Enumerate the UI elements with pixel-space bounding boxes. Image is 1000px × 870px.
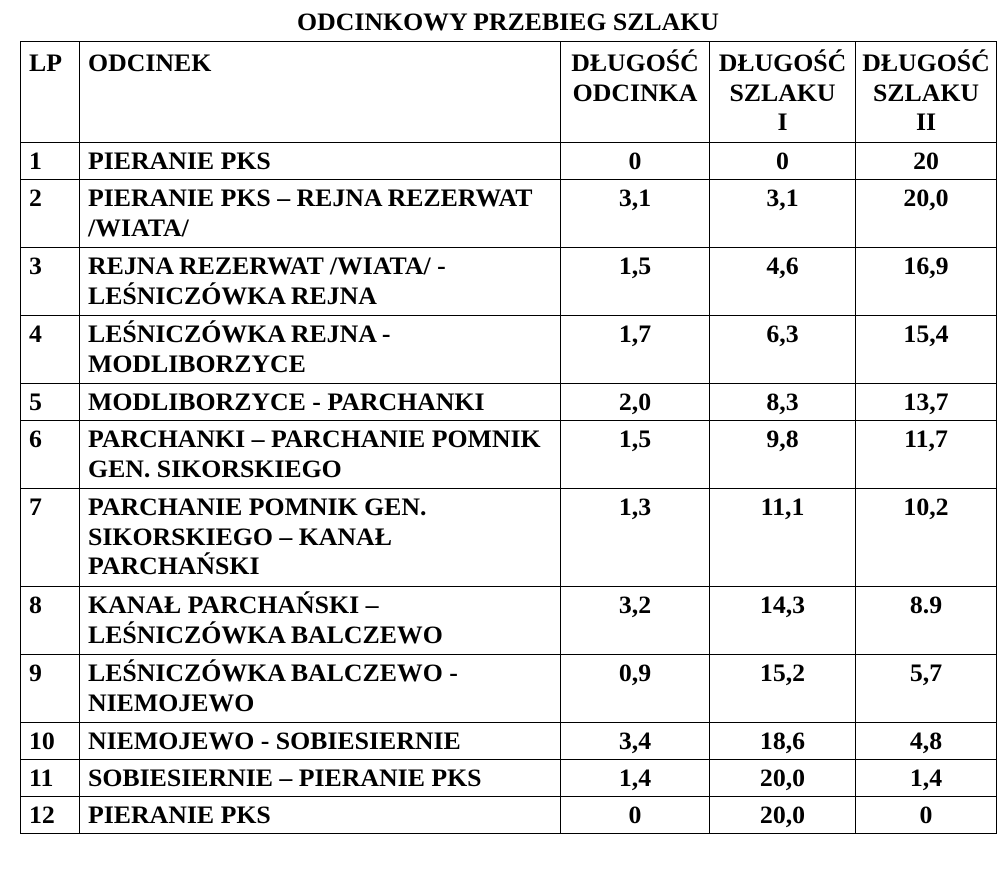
cell-odcinek-line: KANAŁ PARCHAŃSKI – — [88, 590, 379, 619]
header-dlugosc-szlaku-1 — [710, 42, 856, 143]
table-row — [21, 587, 997, 655]
cell-odcinek — [80, 143, 561, 180]
cell-lp: 6 — [21, 421, 80, 489]
cell-dlugosc-szlaku-2: 1,4 — [856, 760, 997, 797]
table-row — [21, 384, 997, 421]
document-title: ODCINKOWY PRZEBIEG SZLAKU — [297, 7, 719, 36]
cell-dlugosc-odcinka: 2,0 — [561, 384, 710, 421]
cell-lp: 7 — [21, 489, 80, 587]
cell-odcinek-line: PARCHANKI – PARCHANIE POMNIK — [88, 424, 541, 453]
header-line: ODCINKA — [572, 77, 698, 107]
cell-dlugosc-szlaku-2: 11,7 — [856, 421, 997, 489]
cell-dlugosc-szlaku-1: 3,1 — [710, 180, 856, 248]
cell-odcinek-line: MODLIBORZYCE — [88, 348, 306, 378]
cell-odcinek-line: NIEMOJEWO - SOBIESIERNIE — [88, 726, 461, 755]
cell-odcinek-line: REJNA REZERWAT /WIATA/ - — [88, 251, 446, 280]
cell-odcinek-line: LEŚNICZÓWKA REJNA — [88, 280, 377, 310]
cell-dlugosc-szlaku-2: 20 — [856, 143, 997, 180]
cell-lp: 9 — [21, 655, 80, 723]
header-line: DŁUGOŚĆ — [862, 48, 990, 77]
cell-dlugosc-odcinka: 1,7 — [561, 316, 710, 384]
cell-dlugosc-szlaku-1: 18,6 — [710, 723, 856, 760]
cell-lp: 5 — [21, 384, 80, 421]
header-line: SZLAKU — [729, 77, 836, 107]
cell-dlugosc-szlaku-2: 16,9 — [856, 248, 997, 316]
cell-dlugosc-szlaku-2: 8.9 — [856, 587, 997, 655]
document-page — [20, 7, 996, 834]
cell-lp: 11 — [21, 760, 80, 797]
cell-dlugosc-odcinka: 1,3 — [561, 489, 710, 587]
cell-odcinek — [80, 421, 561, 489]
cell-odcinek — [80, 248, 561, 316]
cell-dlugosc-szlaku-2: 0 — [856, 797, 997, 834]
cell-lp: 3 — [21, 248, 80, 316]
header-line: I — [777, 107, 788, 136]
cell-odcinek-line: PIERANIE PKS — [88, 800, 271, 829]
cell-dlugosc-odcinka: 3,4 — [561, 723, 710, 760]
header-line: DŁUGOŚĆ — [718, 48, 847, 77]
cell-lp: 1 — [21, 143, 80, 180]
header-dlugosc-odcinka — [561, 42, 710, 143]
cell-dlugosc-odcinka: 1,5 — [561, 248, 710, 316]
cell-odcinek-line: SIKORSKIEGO – KANAŁ — [88, 521, 392, 551]
table-row — [21, 316, 997, 384]
cell-odcinek — [80, 723, 561, 760]
header-dlugosc-szlaku-2 — [856, 42, 997, 143]
cell-odcinek-line: MODLIBORZYCE - PARCHANKI — [88, 387, 485, 416]
cell-odcinek — [80, 489, 561, 587]
header-odcinek: ODCINEK — [80, 42, 561, 143]
cell-dlugosc-odcinka: 0,9 — [561, 655, 710, 723]
table-row — [21, 180, 997, 248]
cell-odcinek-line: PARCHANIE POMNIK GEN. — [88, 492, 427, 521]
cell-dlugosc-szlaku-1: 20,0 — [710, 760, 856, 797]
cell-dlugosc-szlaku-1: 14,3 — [710, 587, 856, 655]
cell-dlugosc-szlaku-1: 20,0 — [710, 797, 856, 834]
cell-odcinek-line: LEŚNICZÓWKA BALCZEWO - — [88, 658, 458, 687]
header-lp: LP — [21, 42, 80, 143]
cell-odcinek-line: PARCHAŃSKI — [88, 551, 260, 580]
cell-odcinek — [80, 797, 561, 834]
cell-odcinek-line: SOBIESIERNIE – PIERANIE PKS — [88, 763, 482, 792]
table-row — [21, 248, 997, 316]
table-header-row — [21, 42, 997, 143]
cell-dlugosc-szlaku-2: 4,8 — [856, 723, 997, 760]
cell-dlugosc-szlaku-1: 9,8 — [710, 421, 856, 489]
cell-odcinek-line: /WIATA/ — [88, 212, 189, 242]
cell-odcinek-line: PIERANIE PKS — [88, 146, 271, 175]
cell-dlugosc-odcinka: 0 — [561, 797, 710, 834]
cell-dlugosc-szlaku-1: 11,1 — [710, 489, 856, 587]
cell-dlugosc-odcinka: 1,5 — [561, 421, 710, 489]
cell-dlugosc-szlaku-2: 5,7 — [856, 655, 997, 723]
cell-dlugosc-szlaku-1: 6,3 — [710, 316, 856, 384]
cell-odcinek-line: PIERANIE PKS – REJNA REZERWAT — [88, 183, 533, 212]
table-row — [21, 723, 997, 760]
header-line: SZLAKU — [872, 77, 980, 107]
trail-sections-table — [20, 41, 997, 834]
cell-lp: 4 — [21, 316, 80, 384]
table-row — [21, 760, 997, 797]
cell-odcinek — [80, 655, 561, 723]
cell-dlugosc-szlaku-1: 15,2 — [710, 655, 856, 723]
cell-odcinek — [80, 587, 561, 655]
cell-dlugosc-odcinka: 3,1 — [561, 180, 710, 248]
cell-odcinek — [80, 384, 561, 421]
cell-odcinek-line: GEN. SIKORSKIEGO — [88, 453, 342, 483]
cell-dlugosc-odcinka: 3,2 — [561, 587, 710, 655]
table-row — [21, 489, 997, 587]
header-line: II — [915, 107, 937, 136]
cell-lp: 10 — [21, 723, 80, 760]
cell-dlugosc-szlaku-1: 8,3 — [710, 384, 856, 421]
table-row — [21, 797, 997, 834]
table-row — [21, 421, 997, 489]
cell-lp: 2 — [21, 180, 80, 248]
cell-dlugosc-szlaku-2: 20,0 — [856, 180, 997, 248]
cell-odcinek-line: LEŚNICZÓWKA REJNA - — [88, 319, 391, 348]
cell-odcinek — [80, 316, 561, 384]
cell-odcinek-line: LEŚNICZÓWKA BALCZEWO — [88, 619, 443, 649]
cell-odcinek — [80, 760, 561, 797]
cell-odcinek — [80, 180, 561, 248]
cell-dlugosc-szlaku-2: 15,4 — [856, 316, 997, 384]
header-line: DŁUGOŚĆ — [571, 48, 699, 77]
cell-odcinek-line: NIEMOJEWO — [88, 687, 255, 717]
cell-dlugosc-szlaku-1: 0 — [710, 143, 856, 180]
table-row — [21, 143, 997, 180]
cell-dlugosc-szlaku-2: 10,2 — [856, 489, 997, 587]
cell-dlugosc-szlaku-2: 13,7 — [856, 384, 997, 421]
cell-dlugosc-odcinka: 0 — [561, 143, 710, 180]
cell-lp: 12 — [21, 797, 80, 834]
cell-dlugosc-szlaku-1: 4,6 — [710, 248, 856, 316]
cell-dlugosc-odcinka: 1,4 — [561, 760, 710, 797]
table-row — [21, 655, 997, 723]
cell-lp: 8 — [21, 587, 80, 655]
